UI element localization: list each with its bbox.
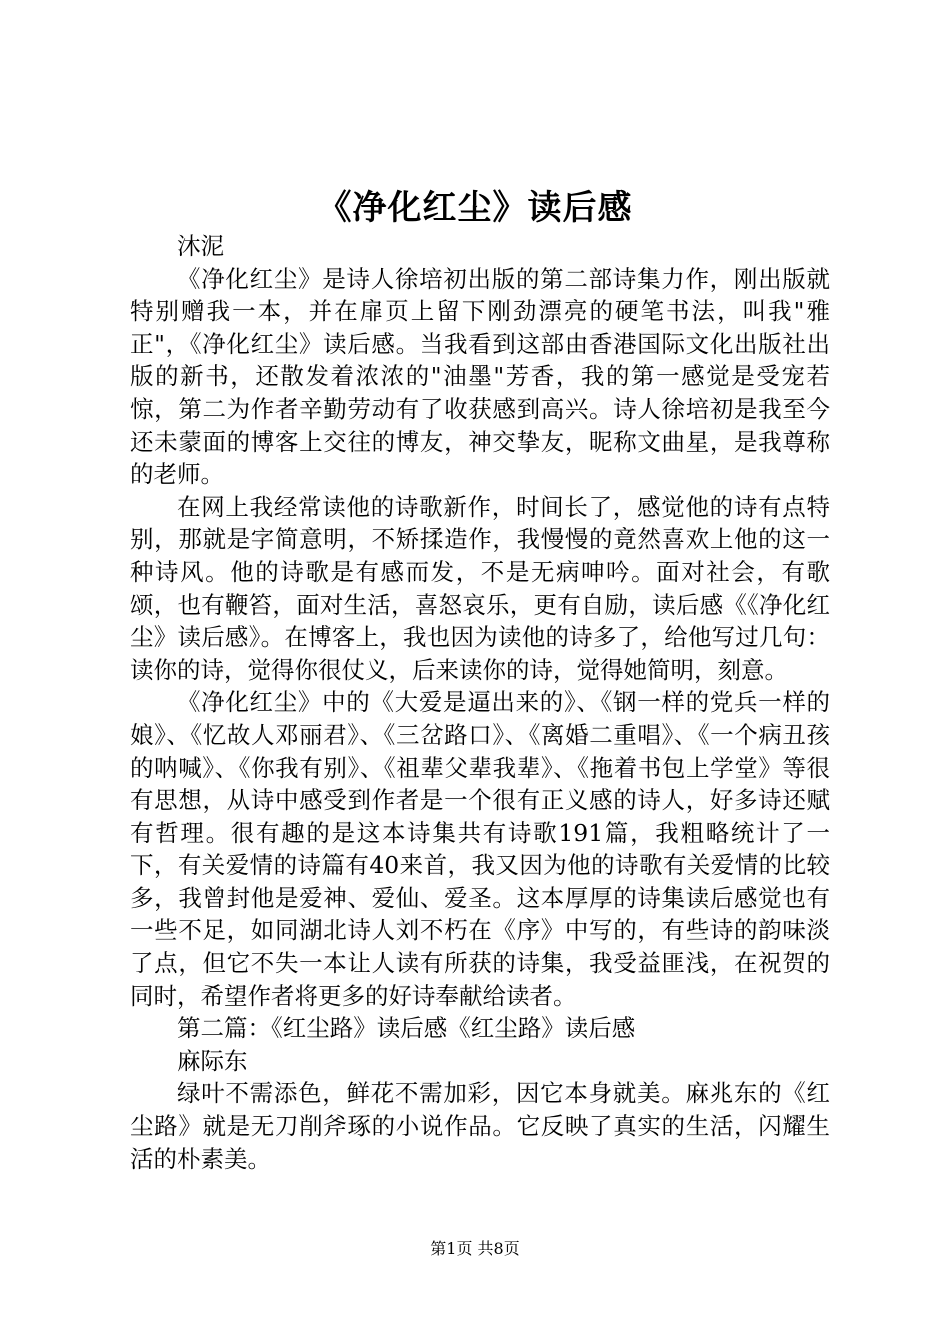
- paragraph: 《净化红尘》是诗人徐培初出版的第二部诗集力作，刚出版就特别赠我一本，并在扉页上留下刚劲漂亮的硬笔书法，叫我"雅正"，《净化红尘》读后感。当我看到这部由香港国际文化出版社出版的新书，还散发着浓浓的"油墨"芳香，我的第一感觉是受宠若惊，第二为作者辛勤劳动有了收获感到高兴。诗人徐培初是我至今还未蒙面的博客上交往的博友，神交挚友，昵称文曲星，是我尊称的老师。: [130, 264, 830, 489]
- author-line: 麻际东: [177, 1046, 248, 1075]
- paragraph: 绿叶不需添色，鲜花不需加彩，因它本身就美。麻兆东的《红尘路》就是无刀削斧琢的小说作品。它反映了真实的生活，闪耀生活的朴素美。: [130, 1079, 830, 1173]
- paragraph: 《净化红尘》中的《大爱是逼出来的》、《钢一样的党兵一样的娘》、《忆故人邓丽君》、《三岔路口》、《离婚二重唱》、《一个病丑孩的呐喊》、《你我有别》、《祖辈父辈我辈》、《拖着书包上学堂》等很有思想，从诗中感受到作者是一个很有正义感的诗人，好多诗还赋有哲理。很有趣的是这本诗集共有诗歌191篇，我粗略统计了一下，有关爱情的诗篇有40来首，我又因为他的诗歌有关爱情的比较多，我曾封他是爱神、爱仙、爱圣。这本厚厚的诗集读后感觉也有一些不足，如同湖北诗人刘不朽在《序》中写的，有些诗的韵味淡了点，但它不失一本让人读有所获的诗集，我受益匪浅，在祝贺的同时，希望作者将更多的好诗奉献给读者。: [130, 688, 830, 1010]
- document-body: [130, 230, 830, 1175]
- author-line: 沐泥: [177, 232, 224, 260]
- paragraph: 在网上我经常读他的诗歌新作，时间长了，感觉他的诗有点特别，那就是字简意明，不矫揉造作，我慢慢的竟然喜欢上他的这一种诗风。他的诗歌是有感而发，不是无病呻吟。面对社会，有歌颂，也有鞭笞，面对生活，喜怒哀乐，更有自励，读后感《《净化红尘》读后感》。在博客上，我也因为读他的诗多了，给他写过几句：读你的诗，觉得你很仗义，后来读你的诗，觉得她简明，刻意。: [130, 492, 830, 684]
- page-title: 《净化红尘》读后感: [317, 188, 633, 228]
- page-footer: 第1页 共8页: [430, 1239, 520, 1258]
- section-heading: 第二篇：《红尘路》读后感《红尘路》读后感: [177, 1014, 636, 1043]
